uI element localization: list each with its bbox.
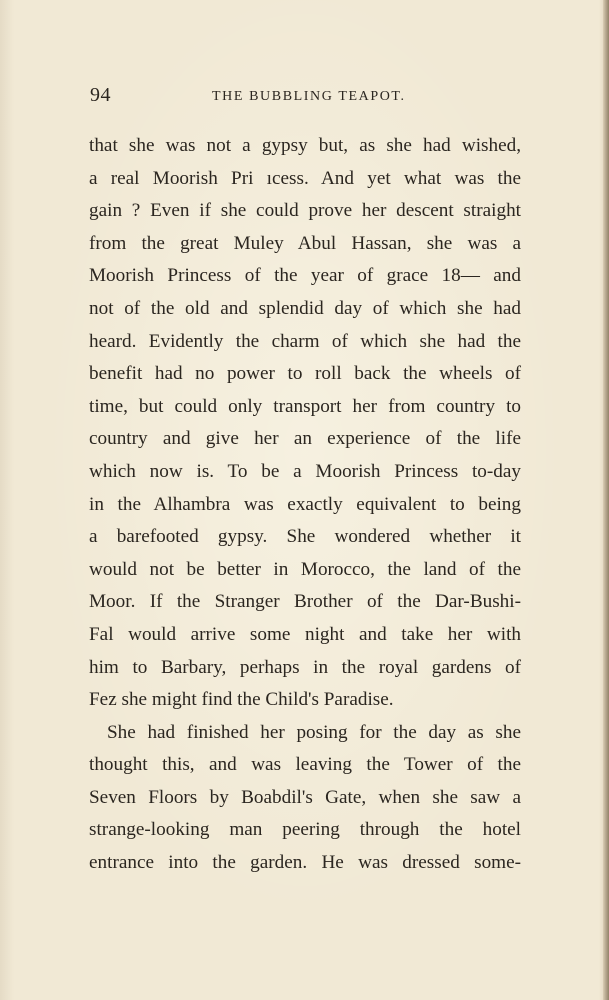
text-line: She had finished her posing for the day as she: [107, 721, 521, 743]
text-line: benefit had no power to roll back the wheels of: [89, 363, 521, 385]
text-line: would not be better in Morocco, the land of the: [89, 558, 521, 580]
text-line: a real Moorish Pri ıcess. And yet what was the: [89, 167, 521, 189]
text-line: in the Alhambra was exactly equivalent to being: [89, 493, 521, 515]
page-number: 94: [90, 84, 111, 106]
body-text: [89, 130, 521, 880]
text-line: entrance into the garden. He was dressed some-: [89, 852, 521, 874]
text-line: Moorish Princess of the year of grace 18— and: [89, 265, 521, 287]
paragraph: [89, 130, 521, 717]
text-line: time, but could only transport her from country to: [89, 395, 521, 417]
text-line: from the great Muley Abul Hassan, she was a: [89, 232, 521, 254]
text-line: strange-looking man peering through the hotel: [89, 819, 521, 841]
text-line: gain ? Even if she could prove her descent straight: [89, 200, 521, 222]
text-line: Fez she might find the Child's Paradise.: [89, 689, 394, 711]
running-title: THE BUBBLING TEAPOT.: [212, 89, 406, 104]
text-line: not of the old and splendid day of which she had: [89, 297, 521, 319]
running-head: [90, 84, 520, 112]
text-line: a barefooted gypsy. She wondered whether it: [89, 526, 521, 548]
text-line: Seven Floors by Boabdil's Gate, when she saw a: [89, 786, 521, 808]
paragraph: [89, 717, 521, 880]
page-edge-shadow: [603, 0, 609, 1000]
text-line: country and give her an experience of the life: [89, 428, 521, 450]
text-line: him to Barbary, perhaps in the royal gardens of: [89, 656, 521, 678]
text-line: heard. Evidently the charm of which she had the: [89, 330, 521, 352]
text-line: Fal would arrive some night and take her with: [89, 623, 521, 645]
text-line: which now is. To be a Moorish Princess to-day: [89, 460, 521, 482]
text-line: that she was not a gypsy but, as she had wished,: [89, 135, 521, 156]
text-line: thought this, and was leaving the Tower of the: [89, 754, 521, 776]
text-line: Moor. If the Stranger Brother of the Dar-Bushi-: [89, 591, 521, 613]
